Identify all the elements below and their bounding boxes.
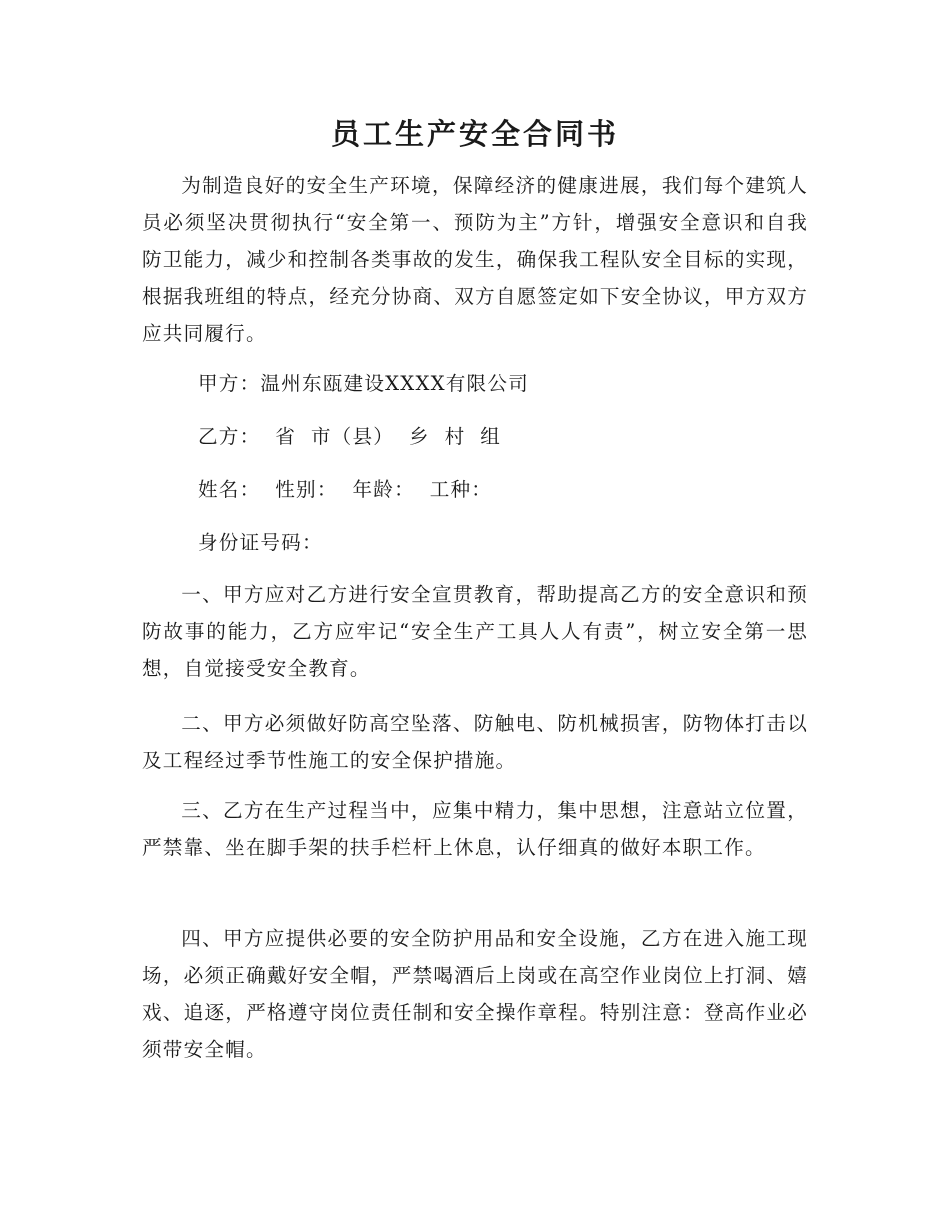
intro-paragraph: 为制造良好的安全生产环境，保障经济的健康进展，我们每个建筑人员必须坚决贯彻执行“安全第一、预防为主”方针，增强安全意识和自我防卫能力，减少和控制各类事故的发生，确保我工程队安全目标的实现，根据我班组的特点，经充分协商、双方自愿签定如下安全协议，甲方双方应共同履行。 bbox=[142, 174, 808, 345]
document-title: 员工生产安全合同书 bbox=[330, 117, 619, 151]
party-a-line: 甲方：温州东瓯建设XXXX有限公司 bbox=[198, 372, 529, 395]
clause-4: 四、甲方应提供必要的安全防护用品和安全设施，乙方在进入施工现场，必须正确戴好安全帽，严禁喝酒后上岗或在高空作业岗位上打洞、嬉戏、追逐，严格遵守岗位责任制和安全操作章程。特别注意：登高作业必须带安全帽。 bbox=[142, 927, 808, 1061]
id-number-line: 身份证号码： bbox=[198, 531, 323, 554]
clause-3: 三、乙方在生产过程当中，应集中精力，集中思想，注意站立位置，严禁靠、坐在脚手架的扶手栏杆上休息，认仔细真的做好本职工作。 bbox=[142, 799, 808, 859]
clause-2: 二、甲方必须做好防高空坠落、防触电、防机械损害，防物体打击以及工程经过季节性施工的安全保护措施。 bbox=[142, 712, 808, 772]
personal-info-line: 姓名： 性别： 年龄： 工种： bbox=[198, 478, 493, 501]
clause-1: 一、甲方应对乙方进行安全宣贯教育，帮助提高乙方的安全意识和预防故事的能力，乙方应牢记“安全生产工具人人有责”，树立安全第一思想，自觉接受安全教育。 bbox=[142, 583, 808, 680]
party-b-line: 乙方： 省 市（县） 乡 村 组 bbox=[198, 425, 502, 448]
